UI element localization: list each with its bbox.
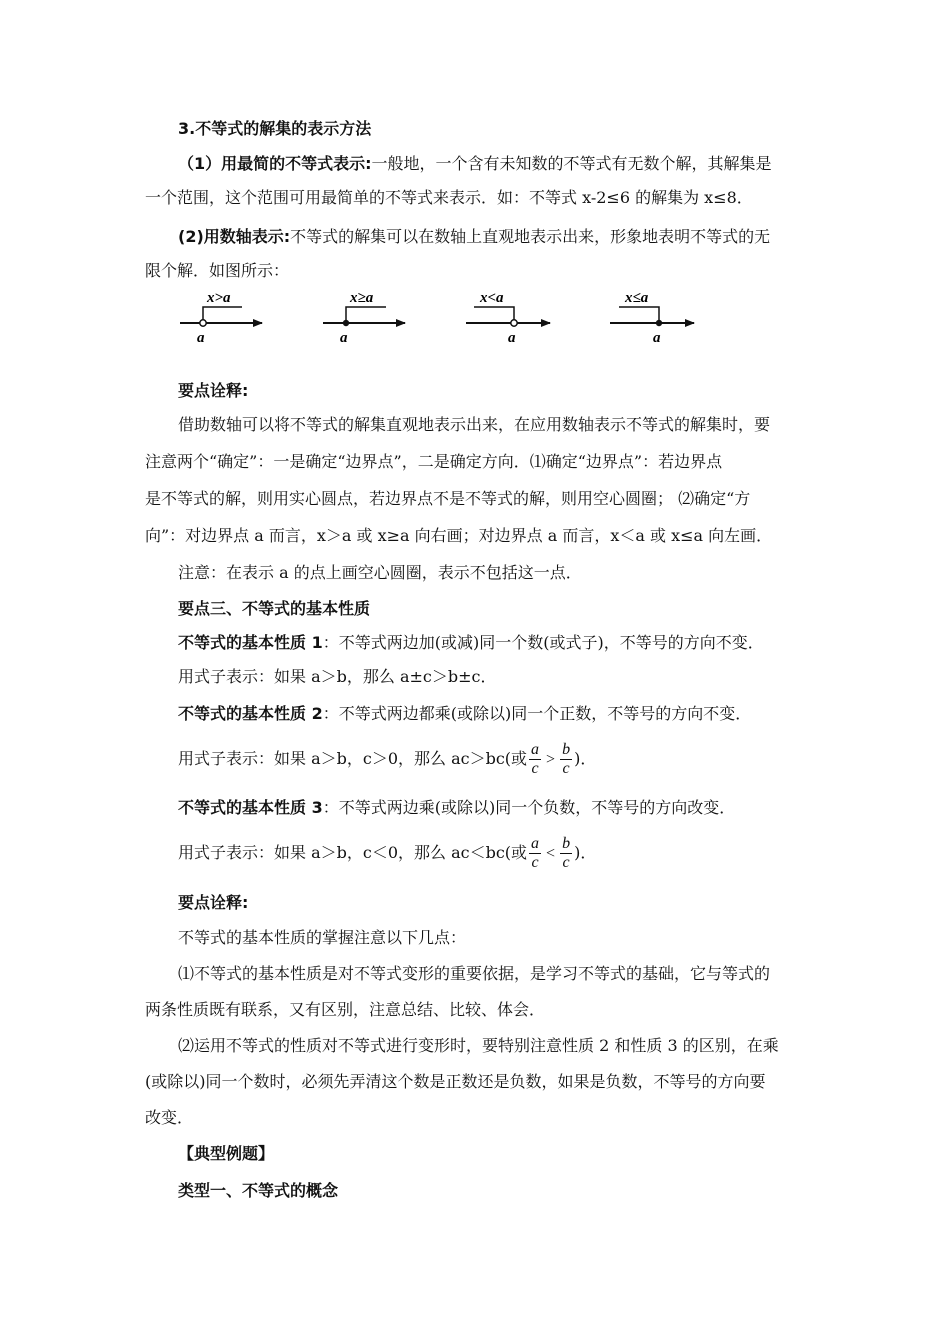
note2-line4: ⑵运用不等式的性质对不等式进行变形时，要特别注意性质 2 和性质 3 的区别，在乘 (178, 1036, 779, 1055)
paragraph-number-line (178, 226, 838, 248)
number-line-lt (466, 290, 550, 346)
label-le: x≤a (625, 290, 649, 306)
formula-close: )． (574, 749, 597, 768)
paragraph-simplest-text: 一般地，一个含有未知数的不等式有无数个解，其解集是 (371, 154, 772, 173)
number-line-gt (180, 290, 262, 346)
property-1-text: ：不等式两边加(或减)同一个数(或式子)，不等号的方向不变． (322, 633, 764, 652)
less-than-sign: < (546, 844, 556, 862)
label-lt: x<a (480, 290, 504, 306)
paragraph-number-line-title: (2)用数轴表示: (178, 227, 291, 246)
paragraph-number-line-text: 不等式的解集可以在数轴上直观地表示出来，形象地表明不等式的无 (290, 227, 771, 246)
fraction-b-over-c: $\frac{b}{c}$ (562, 835, 571, 871)
type1-heading: 类型一、不等式的概念 (178, 1181, 339, 1200)
note1-line3: 是不等式的解，则用实心圆点，若边界点不是不等式的解，则用空心圆圈； ⑵确定“方 (145, 489, 751, 508)
property-2-title: 不等式的基本性质 2 (178, 704, 323, 723)
fraction-a-over-c: $\frac{a}{c}$ (531, 835, 540, 871)
label-gt: x>a (207, 290, 231, 306)
note2-line5: (或除以)同一个数时，必须先弄清这个数是正数还是负数，如果是负数，不等号的方向要 (145, 1072, 766, 1091)
property-1-title: 不等式的基本性质 1 (178, 633, 323, 652)
property-3-formula-text: 用式子表示：如果 a＞b，c＜0，那么 ac＜bc(或 (178, 843, 528, 862)
section-heading-properties: 要点三、不等式的基本性质 (178, 599, 371, 618)
label-ge: x≥a (350, 290, 374, 306)
paragraph-simplest-line2: 一个范围，这个范围可用最简单的不等式来表示．如：不等式 x-2≤6 的解集为 x≤8． (145, 188, 753, 207)
section-heading-3: 3.不等式的解集的表示方法 (178, 119, 372, 138)
property-2 (178, 703, 838, 725)
note2-line2: ⑴不等式的基本性质是对不等式变形的重要依据，是学习不等式的基础，它与等式的 (178, 964, 771, 983)
point-a-label: a (197, 330, 205, 346)
property-3-title: 不等式的基本性质 3 (178, 798, 323, 817)
property-3-formula (178, 831, 838, 876)
solid-point (343, 320, 349, 326)
note1-line4: 向”：对边界点 a 而言，x＞a 或 x≥a 向右画；对边界点 a 而言，x＜a 或 x≤a 向左画． (145, 526, 773, 545)
note1-line1: 借助数轴可以将不等式的解集直观地表示出来，在应用数轴表示不等式的解集时，要 (178, 415, 771, 434)
examples-heading: 【典型例题】 (178, 1144, 275, 1163)
property-1 (178, 632, 838, 654)
formula-close: )． (574, 843, 597, 862)
note2-line3: 两条性质既有联系，又有区别，注意总结、比较、体会． (145, 1000, 546, 1019)
note1-line2: 注意两个“确定”：一是确定“边界点”，二是确定方向．⑴确定“边界点”：若边界点 (145, 452, 723, 471)
open-point (511, 320, 517, 326)
point-a-label: a (508, 330, 516, 346)
greater-than-sign: > (546, 750, 556, 768)
property-2-formula-text: 用式子表示：如果 a＞b，c＞0，那么 ac＞bc(或 (178, 749, 528, 768)
note1-line5: 注意：在表示 a 的点上画空心圆圈，表示不包括这一点． (178, 563, 582, 582)
note2-line1: 不等式的基本性质的掌握注意以下几点： (178, 928, 467, 947)
point-a-label: a (340, 330, 348, 346)
note2-line6: 改变． (145, 1108, 194, 1127)
property-2-text: ：不等式两边都乘(或除以)同一个正数，不等号的方向不变． (322, 704, 752, 723)
property-2-formula (178, 737, 838, 782)
fraction-b-over-c: $\frac{b}{c}$ (562, 741, 571, 777)
paragraph-number-line-line2: 限个解．如图所示： (145, 261, 290, 280)
property-3 (178, 797, 838, 819)
note-heading-1: 要点诠释: (178, 381, 249, 400)
fraction-a-over-c: $\frac{a}{c}$ (531, 741, 540, 777)
paragraph-simplest (178, 153, 838, 175)
note-heading-2: 要点诠释: (178, 893, 249, 912)
open-point (200, 320, 206, 326)
solid-point (656, 320, 662, 326)
point-a-label: a (653, 330, 661, 346)
number-line-figure (170, 285, 710, 350)
property-1-formula: 用式子表示：如果 a＞b，那么 a±c＞b±c． (178, 667, 497, 686)
property-3-text: ：不等式两边乘(或除以)同一个负数，不等号的方向改变． (322, 798, 736, 817)
number-line-ge (323, 290, 405, 346)
paragraph-simplest-title: （1）用最简的不等式表示: (178, 154, 372, 173)
number-line-le (610, 290, 694, 346)
